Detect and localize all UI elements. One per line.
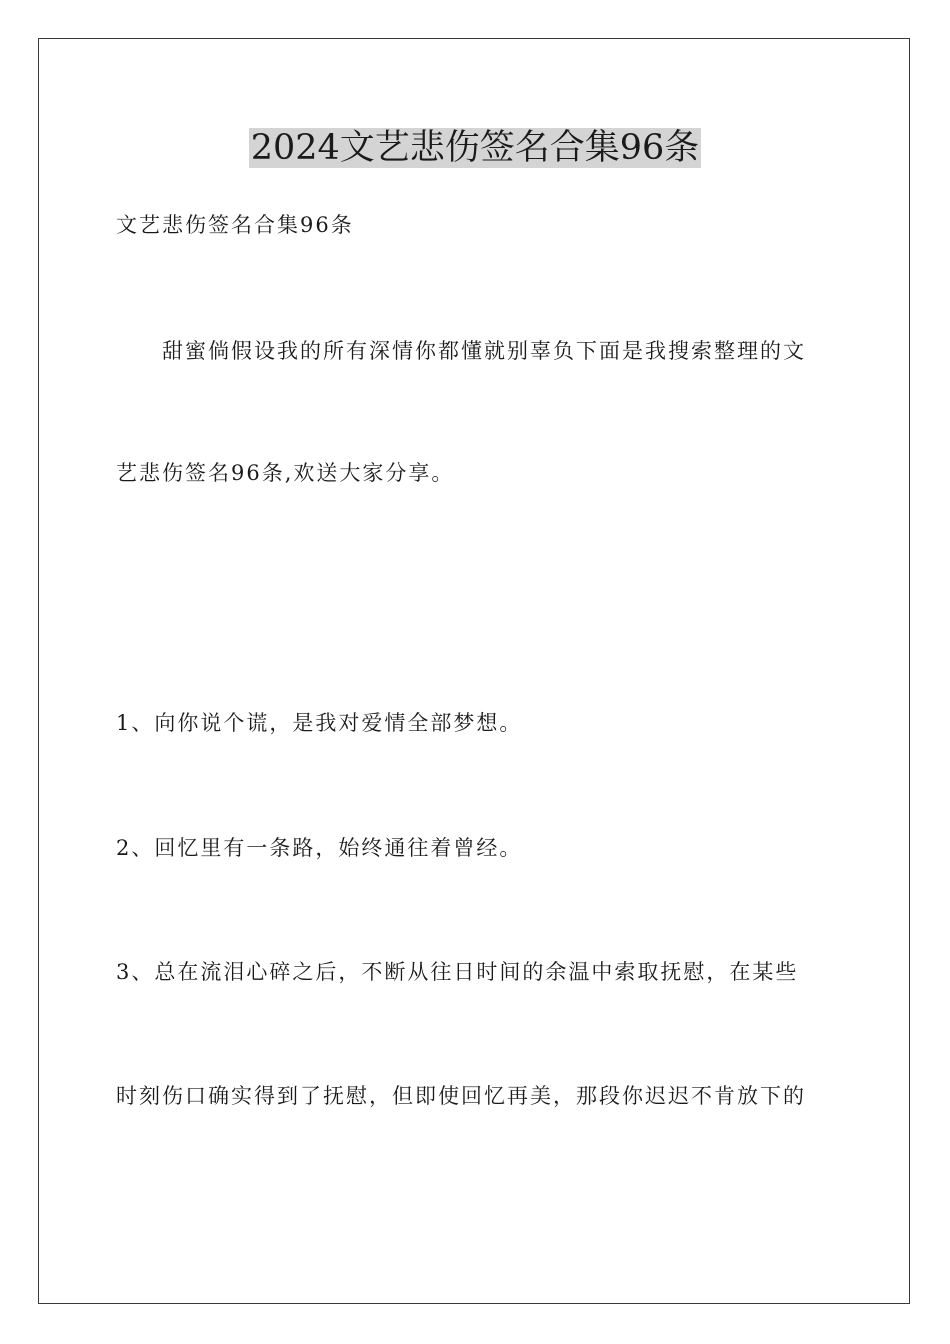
list-item-3-line-2: 时刻伤口确实得到了抚慰，但即使回忆再美，那段你迟迟不肯放下的 xyxy=(116,1084,806,1108)
intro-line-1: 甜蜜倘假设我的所有深情你都懂就别辜负下面是我搜索整理的文 xyxy=(162,339,806,363)
document-title xyxy=(0,126,950,170)
title-highlight: 2024文艺悲伤签名合集96条 xyxy=(250,128,700,168)
document-subtitle: 文艺悲伤签名合集96条 xyxy=(116,213,354,237)
list-item-2: 2、回忆里有一条路，始终通往着曾经。 xyxy=(116,836,523,860)
list-item-3-line-1: 3、总在流泪心碎之后，不断从往日时间的余温中索取抚慰，在某些 xyxy=(116,960,799,984)
list-item-1: 1、向你说个谎，是我对爱情全部梦想。 xyxy=(116,711,523,735)
intro-line-2: 艺悲伤签名96条,欢送大家分享。 xyxy=(116,461,455,485)
